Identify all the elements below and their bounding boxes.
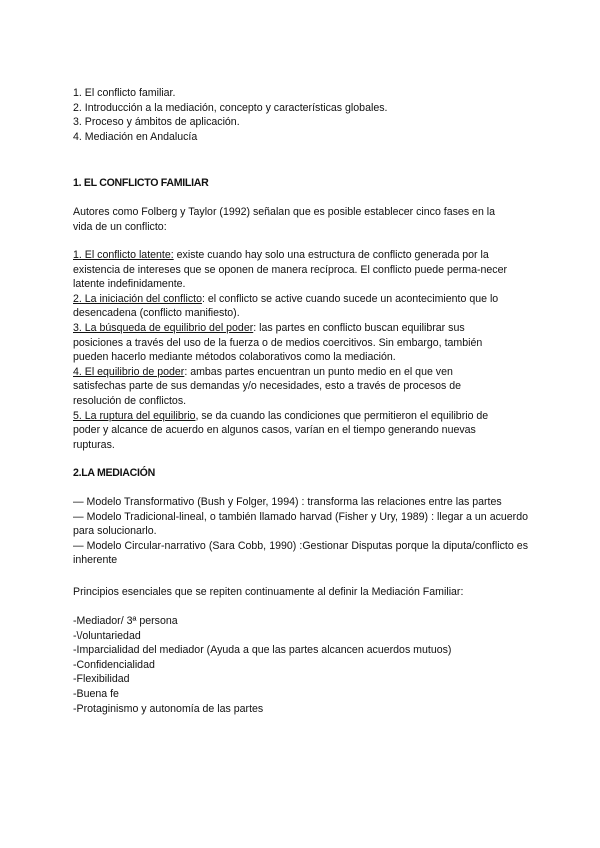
phase-text: existencia de intereses que se oponen de manera recíproca. El conflicto puede perma-necer <box>73 263 508 276</box>
models-list <box>73 495 528 568</box>
phase-text: : las partes en conflicto buscan equilibrar sus <box>253 321 465 334</box>
phase-item <box>73 321 528 365</box>
principle-item: -Flexibilidad <box>73 673 130 686</box>
toc-item: 4. Mediación en Andalucía <box>73 130 198 143</box>
phase-label: 4. El equilibrio de poder <box>73 365 185 378</box>
section-heading-mediacion: 2.LA MEDIACIÓN <box>73 467 155 479</box>
phase-text: rupturas. <box>73 438 115 451</box>
phase-text: : ambas partes encuentran un punto medio en el que ven <box>184 365 453 378</box>
intro-line: Autores como Folberg y Taylor (1992) señalan que es posible establecer cinco fases en la <box>73 206 496 218</box>
principle-item: -Imparcialidad del mediador (Ayuda a que las partes alcancen acuerdos mutuos) <box>73 644 452 657</box>
phase-label: 2. La iniciación del conflicto <box>73 292 202 305</box>
phase-text: poder y alcance de acuerdo en algunos casos, varían en el tiempo generando nuevas <box>73 424 476 437</box>
phase-text: , se da cuando las condiciones que permitieron el equilibrio de <box>195 409 489 422</box>
phase-text: existe cuando hay solo una estructura de conflicto generada por la <box>173 249 489 261</box>
phase-item <box>73 248 528 292</box>
principles-list <box>73 614 528 716</box>
principle-item: -Mediador/ 3ª persona <box>73 615 178 627</box>
phase-item <box>73 365 528 409</box>
phase-item <box>73 292 528 321</box>
phases-list <box>73 248 528 452</box>
phase-text: desencadena (conflicto manifiesto). <box>73 307 240 320</box>
table-of-contents <box>73 86 528 144</box>
phase-text: resolución de conflictos. <box>73 394 187 407</box>
section1-intro <box>73 205 528 234</box>
section-heading-conflicto: 1. EL CONFLICTO FAMILIAR <box>73 177 209 189</box>
phase-text: satisfechas parte de sus demandas y/o necesidades, esto a través de procesos de <box>73 380 462 393</box>
principles-intro: Principios esenciales que se repiten continuamente al definir la Mediación Familiar: <box>73 586 464 598</box>
principle-item: -Buena fe <box>73 687 119 700</box>
toc-item: 3. Proceso y ámbitos de aplicación. <box>73 116 240 129</box>
toc-item: 1. El conflicto familiar. <box>73 87 176 99</box>
toc-item: 2. Introducción a la mediación, concepto y características globales. <box>73 101 388 114</box>
phase-label: 3. La búsqueda de equilibrio del poder <box>73 321 254 334</box>
principle-item: -Confidencialidad <box>73 658 155 671</box>
model-item: — Modelo Transformativo (Bush y Folger, 1994) : transforma las relaciones entre las partes <box>73 496 502 508</box>
intro-line: vida de un conflicto: <box>73 220 167 233</box>
phase-text: latente indefinidamente. <box>73 278 186 291</box>
phase-text: pueden hacerlo mediante métodos colaborativos como la mediación. <box>73 351 396 364</box>
phase-item <box>73 409 528 453</box>
phase-label: 1. El conflicto latente: <box>73 249 174 261</box>
principle-item: -\/oluntariedad <box>73 629 141 642</box>
phase-label: 5. La ruptura del equilibrio <box>73 409 196 422</box>
phase-text: : el conflicto se active cuando sucede un acontecimiento que lo <box>201 292 499 305</box>
phase-text: posiciones a través del uso de la fuerza o de medios coercitivos. Sin embargo, también <box>73 336 483 349</box>
principle-item: -Protaginismo y autonomía de las partes <box>73 702 264 715</box>
model-item: — Modelo Circular-narrativo (Sara Cobb, 1990) :Gestionar Disputas porque la diputa/conflicto es inherente <box>73 539 528 567</box>
model-item: — Modelo Tradicional-lineal, o también llamado harvad (Fisher y Ury, 1989) : llegar a un acuerdo para solucionarlo. <box>73 510 528 538</box>
